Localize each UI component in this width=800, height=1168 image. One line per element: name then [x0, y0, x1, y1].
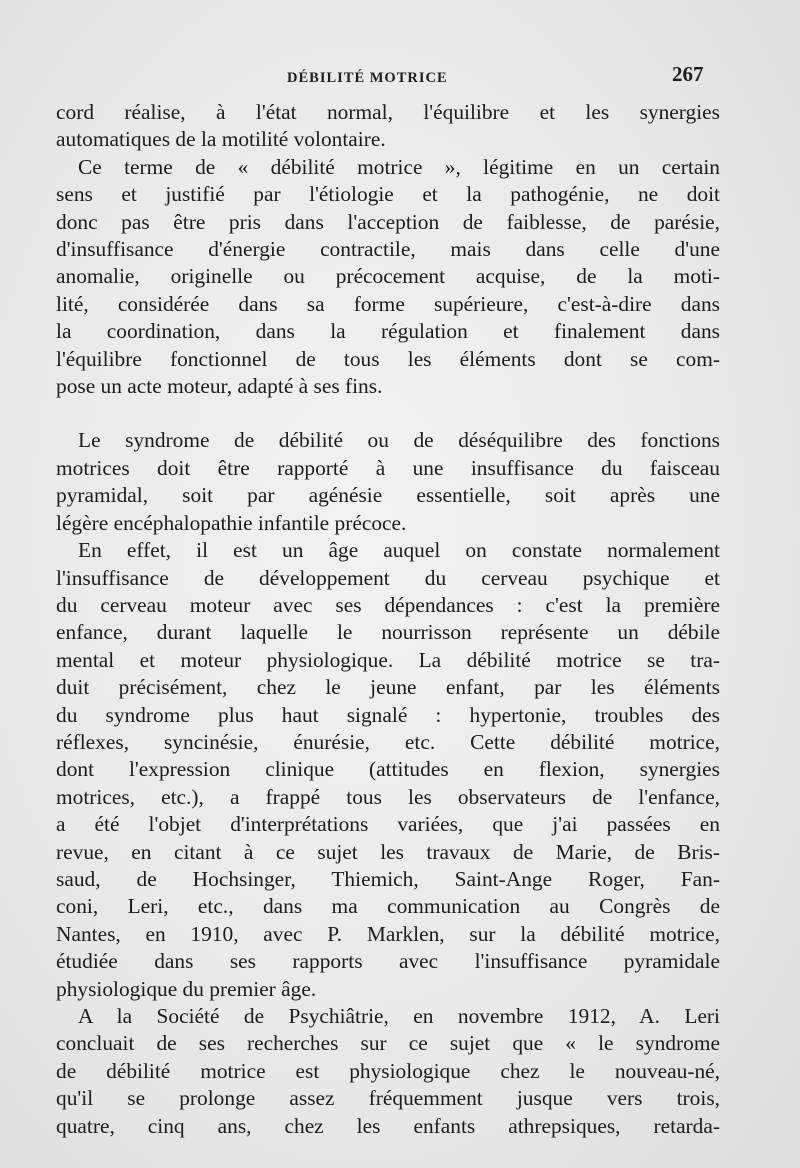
text-line: anomalie, originelle ou précocement acquise, de la moti-	[56, 264, 720, 289]
text-line: l'équilibre fonctionnel de tous les éléments dont se com-	[56, 346, 720, 371]
text-line: coni, Leri, etc., dans ma communication au Congrès de	[56, 894, 720, 919]
text-line: revue, en citant à ce sujet les travaux de Marie, de Bris-	[56, 839, 720, 864]
text-line: A la Société de Psychiâtrie, en novembre 1912, A. Leri	[78, 1004, 720, 1028]
text-line: l'insuffisance de développement du cerveau psychique et	[56, 565, 720, 590]
paragraph	[56, 1003, 720, 1140]
text-line: pyramidal, soit par agénésie essentielle, soit après une	[56, 483, 720, 508]
paragraph	[56, 427, 720, 537]
running-head: DÉBILITÉ MOTRICE	[287, 70, 448, 86]
text-line: En effet, il est un âge auquel on constate normalement	[78, 538, 720, 563]
text-line: motrices doit être rapporté à une insuffisance du faisceau	[56, 455, 720, 480]
text-line: a été l'objet d'interprétations variées, que j'ai passées en	[56, 812, 720, 837]
text-line: concluait de ses recherches sur ce sujet que « le syndrome	[56, 1031, 720, 1056]
page-number: 267	[672, 62, 704, 86]
text-line: mental et moteur physiologique. La débilité motrice se tra-	[56, 647, 720, 672]
text-line: qu'il se prolonge assez fréquemment jusque vers trois,	[56, 1086, 720, 1111]
paragraph	[56, 99, 720, 154]
text-line: lité, considérée dans sa forme supérieure, c'est-à-dire dans	[56, 291, 720, 316]
body-text	[56, 99, 720, 1140]
text-line: réflexes, syncinésie, énurésie, etc. Cette débilité motrice,	[56, 729, 720, 754]
text-line: sens et justifié par l'étiologie et la pathogénie, ne doit	[56, 182, 720, 207]
text-line: Ce terme de « débilité motrice », légitime en un certain	[78, 154, 720, 179]
paragraph	[56, 154, 720, 401]
text-line: automatiques de la motilité volontaire.	[56, 127, 386, 152]
text-line: saud, de Hochsinger, Thiemich, Saint-Ange Roger, Fan-	[56, 866, 720, 891]
paragraph	[56, 537, 720, 1003]
text-line: quatre, cinq ans, chez les enfants athrepsiques, retarda-	[56, 1113, 720, 1138]
text-line: la coordination, dans la régulation et finalement dans	[56, 319, 720, 344]
text-line: Le syndrome de débilité ou de déséquilibre des fonctions	[78, 428, 720, 453]
text-line: de débilité motrice est physiologique chez le nouveau-né,	[56, 1058, 720, 1083]
text-line: pose un acte moteur, adapté à ses fins.	[56, 374, 383, 399]
text-line: Nantes, en 1910, avec P. Marklen, sur la débilité motrice,	[56, 921, 720, 946]
text-line: légère encéphalopathie infantile précoce.	[56, 510, 407, 535]
text-line: cord réalise, à l'état normal, l'équilibre et les synergies	[56, 100, 720, 124]
text-line: physiologique du premier âge.	[56, 976, 317, 1001]
text-line: enfance, durant laquelle le nourrisson représente un débile	[56, 620, 720, 645]
text-line: dont l'expression clinique (attitudes en flexion, synergies	[56, 757, 720, 782]
text-line: du cerveau moteur avec ses dépendances : c'est la première	[56, 592, 720, 617]
text-line: du syndrome plus haut signalé : hypertonie, troubles des	[56, 702, 720, 727]
text-line: duit précisément, chez le jeune enfant, par les éléments	[56, 675, 720, 700]
text-line: d'insuffisance d'énergie contractile, mais dans celle d'une	[56, 237, 720, 262]
text-line: donc pas être pris dans l'acception de faiblesse, de parésie,	[56, 209, 720, 234]
text-line: motrices, etc.), a frappé tous les observateurs de l'enfance,	[56, 784, 720, 809]
page-header	[0, 62, 800, 92]
text-line: étudiée dans ses rapports avec l'insuffisance pyramidale	[56, 949, 720, 974]
